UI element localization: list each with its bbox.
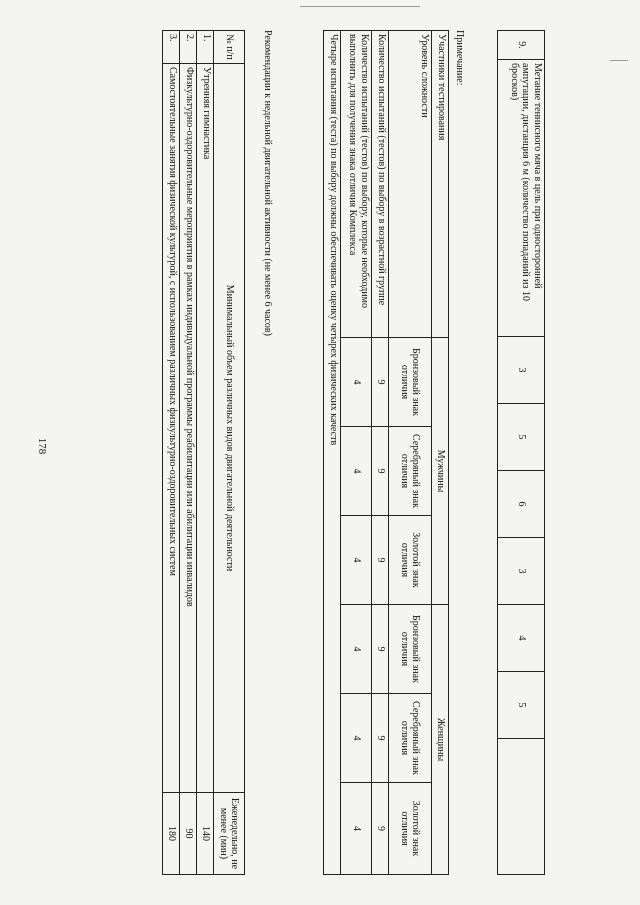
- row-label: Количество испытаний (тестов) по выбору, которые необходимо выполнить для получения знака отличия Комплекса: [341, 31, 372, 338]
- value-cell: 9: [372, 338, 389, 427]
- table-row: [214, 31, 245, 875]
- row-label: Количество испытаний (тестов) по выбору в возрастной группе: [372, 31, 389, 338]
- activity-value: 140: [197, 793, 214, 875]
- value-cell: 9: [372, 694, 389, 783]
- value-cell: 9: [372, 516, 389, 605]
- level-cell: Серебряный знак отличия: [389, 694, 432, 783]
- value-cell: 3: [498, 538, 545, 605]
- activity-name: Физкультурно-оздоровительные мероприятия в рамках индивидуальной программы реабилитации или абилитации инвалидов: [180, 64, 197, 793]
- level-header: Уровень сложности: [389, 31, 432, 338]
- value-cell: 4: [341, 427, 372, 516]
- value-cell: 4: [341, 516, 372, 605]
- row-number: 2.: [180, 31, 197, 64]
- level-cell: Бронзовый знак отличия: [389, 338, 432, 427]
- value-cell: 9: [372, 605, 389, 694]
- row-number: 9.: [498, 31, 545, 60]
- value-cell: 9: [372, 783, 389, 875]
- level-cell: Серебряный знак отличия: [389, 427, 432, 516]
- participants-header: Участники тестирования: [432, 31, 449, 338]
- level-cell: Бронзовый знак отличия: [389, 605, 432, 694]
- value-cell: 4: [341, 338, 372, 427]
- activity-name: Утренняя гимнастика: [197, 64, 214, 793]
- row-number: 1.: [197, 31, 214, 64]
- value-cell: 4: [341, 605, 372, 694]
- activity-value: 90: [180, 793, 197, 875]
- value-cell: 3: [498, 337, 545, 404]
- activity-table: [162, 30, 245, 875]
- value-cell: 4: [341, 694, 372, 783]
- name-header: Минимальный объем различных видов двигательной деятельности: [214, 64, 245, 793]
- table-row: [324, 31, 341, 875]
- value-cell: 5: [498, 404, 545, 471]
- test-row-table: [497, 30, 545, 875]
- table-row: [389, 31, 432, 875]
- level-cell: Золотой знак отличия: [389, 516, 432, 605]
- table-row: [432, 31, 449, 875]
- test-name: Метание теннисного мяча в цель при односторонней ампутации, дистанция 6 м (количество попаданий из 10 бросков): [498, 60, 545, 337]
- value-cell: [498, 739, 545, 875]
- table-row: [197, 31, 214, 875]
- table-row: [163, 31, 180, 875]
- men-header: Мужчины: [432, 338, 449, 605]
- rotated-content: [65, 30, 545, 875]
- recommendations-title: Рекомендации к недельной двигательной активности (не менее 6 часов): [262, 30, 273, 336]
- scan-mark-top: [300, 6, 420, 7]
- page-number: 178: [36, 437, 48, 455]
- value-cell: 5: [498, 672, 545, 739]
- level-cell: Золотой знак отличия: [389, 783, 432, 875]
- table-row: [372, 31, 389, 875]
- value-cell: 9: [372, 427, 389, 516]
- activity-value: 180: [163, 793, 180, 875]
- scan-mark-right: [610, 60, 628, 61]
- table-footer-note: Четыре испытания (теста) по выбору должны обеспечивать оценку четырех физических качеств: [324, 31, 341, 875]
- value-cell: 6: [498, 471, 545, 538]
- row-number: 3.: [163, 31, 180, 64]
- participants-table: [323, 30, 449, 875]
- activity-name: Самостоятельные занятия физической культурой, с использованием различных физкультурно-оздоровительных систем: [163, 64, 180, 793]
- note-label: Примечание:: [454, 30, 465, 86]
- value-cell: 4: [498, 605, 545, 672]
- table-row: [498, 31, 545, 875]
- weekly-header: Еженедельно, не менее (мин): [214, 793, 245, 875]
- num-header: № п/п: [214, 31, 245, 64]
- value-cell: 4: [341, 783, 372, 875]
- table-row: [180, 31, 197, 875]
- table-row: [341, 31, 372, 875]
- women-header: Женщины: [432, 605, 449, 875]
